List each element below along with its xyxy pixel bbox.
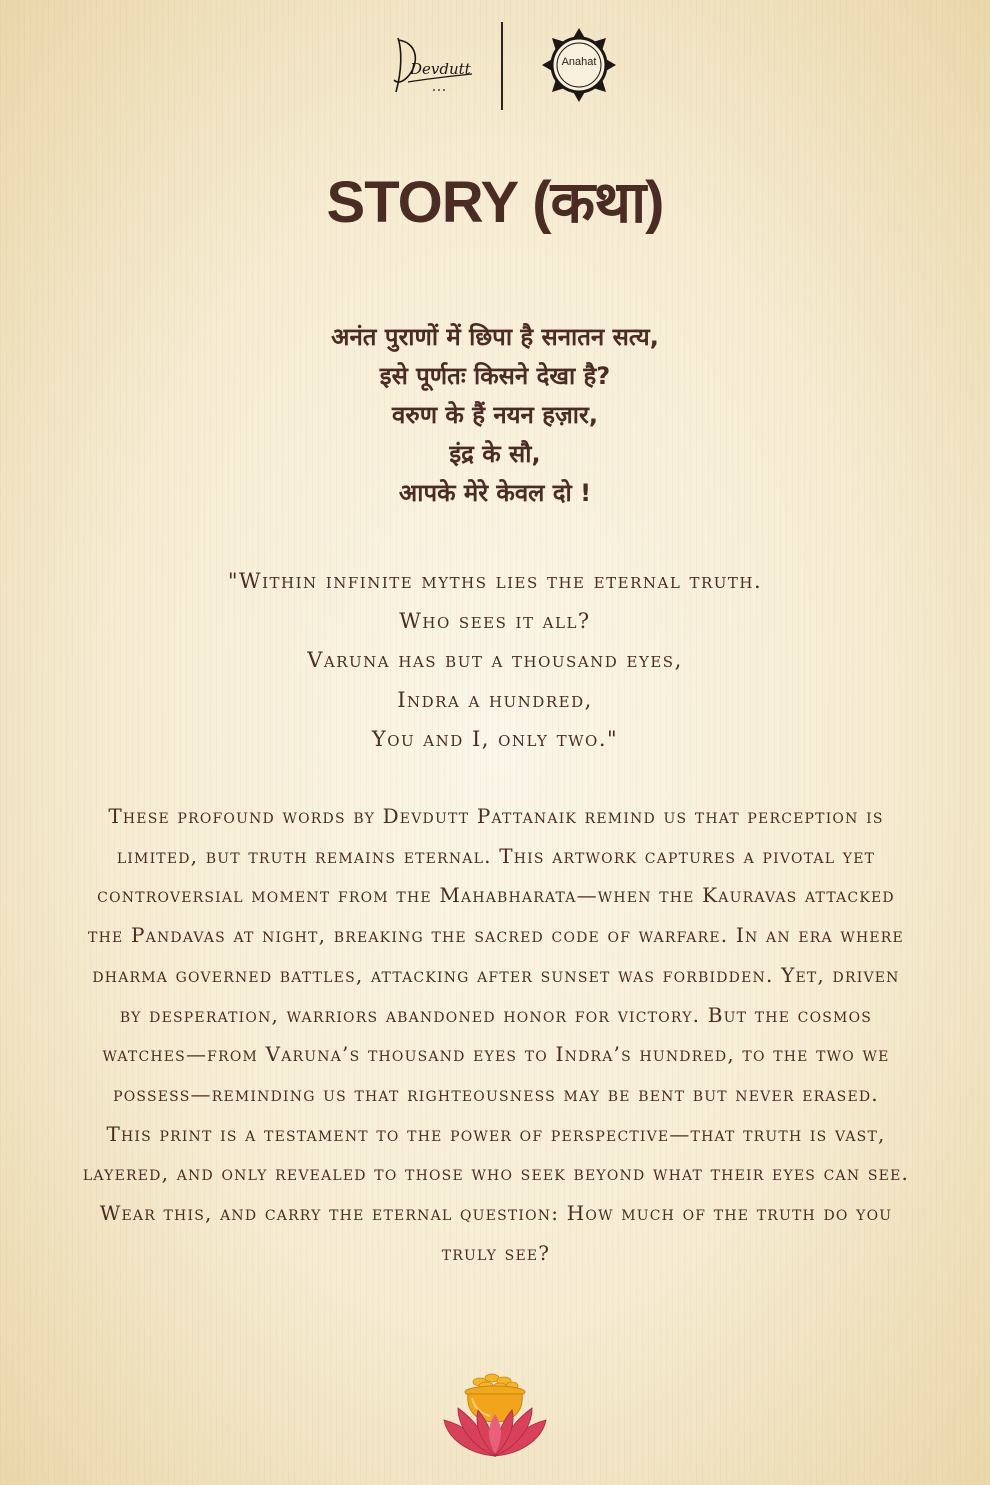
story-paragraph: This print is a testament to the power of perspective—that truth is vast, layered, and only revealed to those who seek beyond what their eyes can see. — [82, 1121, 910, 1186]
devdutt-signature-logo — [388, 30, 478, 110]
story-paragraph: Wear this, and carry the eternal question: How much of the truth do you truly see? — [99, 1201, 893, 1265]
english-poem — [0, 562, 990, 760]
story-paragraph: These profound words by Devdutt Pattanaik remind us that perception is limited, but truth remains eternal. This artwork captures a pivotal yet controversial moment from the Mahabharata—when the Kauravas attacked the Pandavas at night, breaking the sacred code of warfare. In an era where dharma governed battles, attacking after sunset was forbidden. Yet, driven by desperation, warriors abandoned honor for victory. But the cosmos watches—from Varuna’s thousand eyes to Indra’s hundred, to the two we possess—reminding us that righteousness may be bent but never erased. — [88, 804, 904, 1106]
english-poem-line: "Within infinite myths lies the eternal truth. — [227, 569, 763, 593]
english-poem-line: Indra a hundred, — [397, 687, 593, 712]
page-title: STORY (कथा) — [326, 170, 664, 235]
hindi-poem — [0, 318, 990, 513]
header — [0, 18, 990, 114]
hindi-poem-line: अनंत पुराणों में छिपा है सनातन सत्य, — [331, 323, 659, 351]
signature-text: Devdutt — [410, 60, 471, 78]
english-poem-line: You and I, only two." — [371, 727, 619, 752]
story-description — [80, 797, 912, 1273]
lotus-pot-icon — [440, 1368, 550, 1458]
hindi-poem-line: इसे पूर्णतः किसने देखा है? — [379, 362, 611, 390]
header-divider — [501, 22, 503, 110]
hindi-poem-line: आपके मेरे केवल दो ! — [398, 479, 592, 507]
hindi-poem-line: इंद्र के सौ, — [449, 440, 541, 468]
english-poem-line: Varuna has but a thousand eyes, — [307, 648, 683, 673]
anahat-brand-text: Anahat — [561, 56, 597, 68]
hindi-poem-line: वरुण के हैं नयन हज़ार, — [392, 401, 598, 429]
english-poem-line: Who sees it all? — [399, 608, 591, 633]
